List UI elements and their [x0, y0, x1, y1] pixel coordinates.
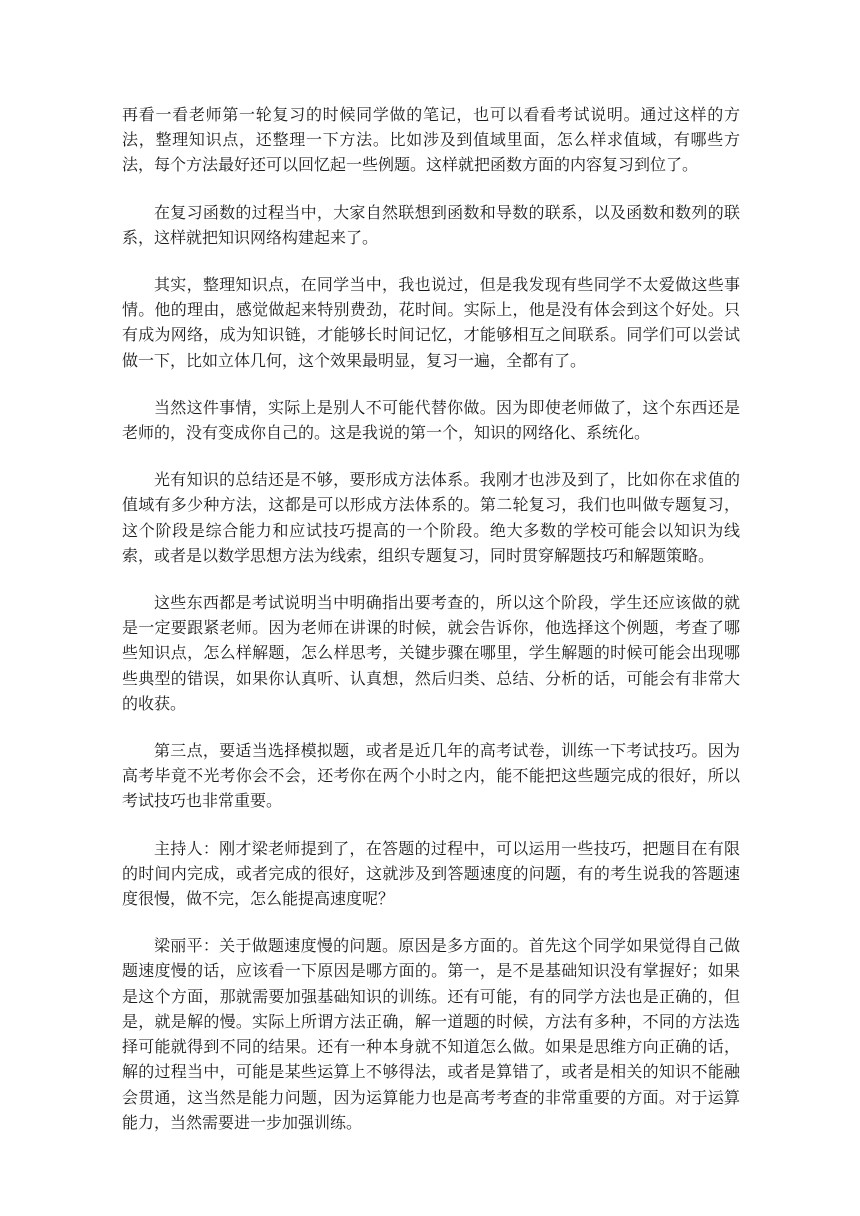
paragraph: 梁丽平：关于做题速度慢的问题。原因是多方面的。首先这个同学如果觉得自己做题速度慢的话，应该看一下原因是哪方面的。第一，是不是基础知识没有掌握好；如果是这个方面，那就需要加强基础知识的训练。还有可能，有的同学方法也是正确的，但是，就是解的慢。实际上所谓方法正确，解一道题的时候，方法有多种，不同的方法选择可能就得到不同的结果。还有一种本身就不知道怎么做。如果是思维方向正确的话，解的过程当中，可能是某些运算上不够得法，或者是算错了，或者是相关的知识不能融会贯通，这当然是能力问题，因为运算能力也是高考考查的非常重要的方面。对于运算能力，当然需要进一步加强训练。 [122, 936, 740, 1132]
document-body [122, 102, 740, 1157]
paragraph: 这些东西都是考试说明当中明确指出要考查的，所以这个阶段，学生还应该做的就是一定要跟紧老师。因为老师在讲课的时候，就会告诉你，他选择这个例题，考查了哪些知识点，怎么样解题，怎么样思考，关键步骤在哪里，学生解题的时候可能会出现哪些典型的错误，如果你认真听、认真想，然后归类、总结、分析的话，可能会有非常大的收获。 [122, 593, 740, 713]
paragraph: 主持人：刚才梁老师提到了，在答题的过程中，可以运用一些技巧，把题目在有限的时间内完成，或者完成的很好，这就涉及到答题速度的问题，有的考生说我的答题速度很慢，做不完，怎么能提高速度呢？ [122, 838, 740, 909]
paragraph: 在复习函数的过程当中，大家自然联想到函数和导数的联系，以及函数和数列的联系，这样就把知识网络构建起来了。 [122, 202, 740, 247]
paragraph: 第三点，要适当选择模拟题，或者是近几年的高考试卷，训练一下考试技巧。因为高考毕竟不光考你会不会，还考你在两个小时之内，能不能把这些题完成的很好，所以考试技巧也非常重要。 [122, 741, 740, 811]
paragraph: 光有知识的总结还是不够，要形成方法体系。我刚才也涉及到了，比如你在求值的值域有多少种方法，这都是可以形成方法体系的。第二轮复习，我们也叫做专题复习，这个阶段是综合能力和应试技巧提高的一个阶段。绝大多数的学校可能会以知识为线索，或者是以数学思想方法为线索，组织专题复习，同时贯穿解题技巧和解题策略。 [122, 470, 740, 565]
paragraph: 当然这件事情，实际上是别人不可能代替你做。因为即使老师做了，这个东西还是老师的，没有变成你自己的。这是我说的第一个，知识的网络化、系统化。 [122, 397, 740, 443]
paragraph: 再看一看老师第一轮复习的时候同学做的笔记，也可以看看考试说明。通过这样的方法，整理知识点，还整理一下方法。比如涉及到值域里面，怎么样求值域，有哪些方法，每个方法最好还可以回忆起一些例题。这样就把函数方面的内容复习到位了。 [122, 105, 740, 175]
paragraph: 其实，整理知识点，在同学当中，我也说过，但是我发现有些同学不太爱做这些事情。他的理由，感觉做起来特别费劲，花时间。实际上，他是没有体会到这个好处。只有成为网络，成为知识链，才能够长时间记忆，才能够相互之间联系。同学们可以尝试做一下，比如立体几何，这个效果最明显，复习一遍，全都有了。 [122, 275, 740, 370]
